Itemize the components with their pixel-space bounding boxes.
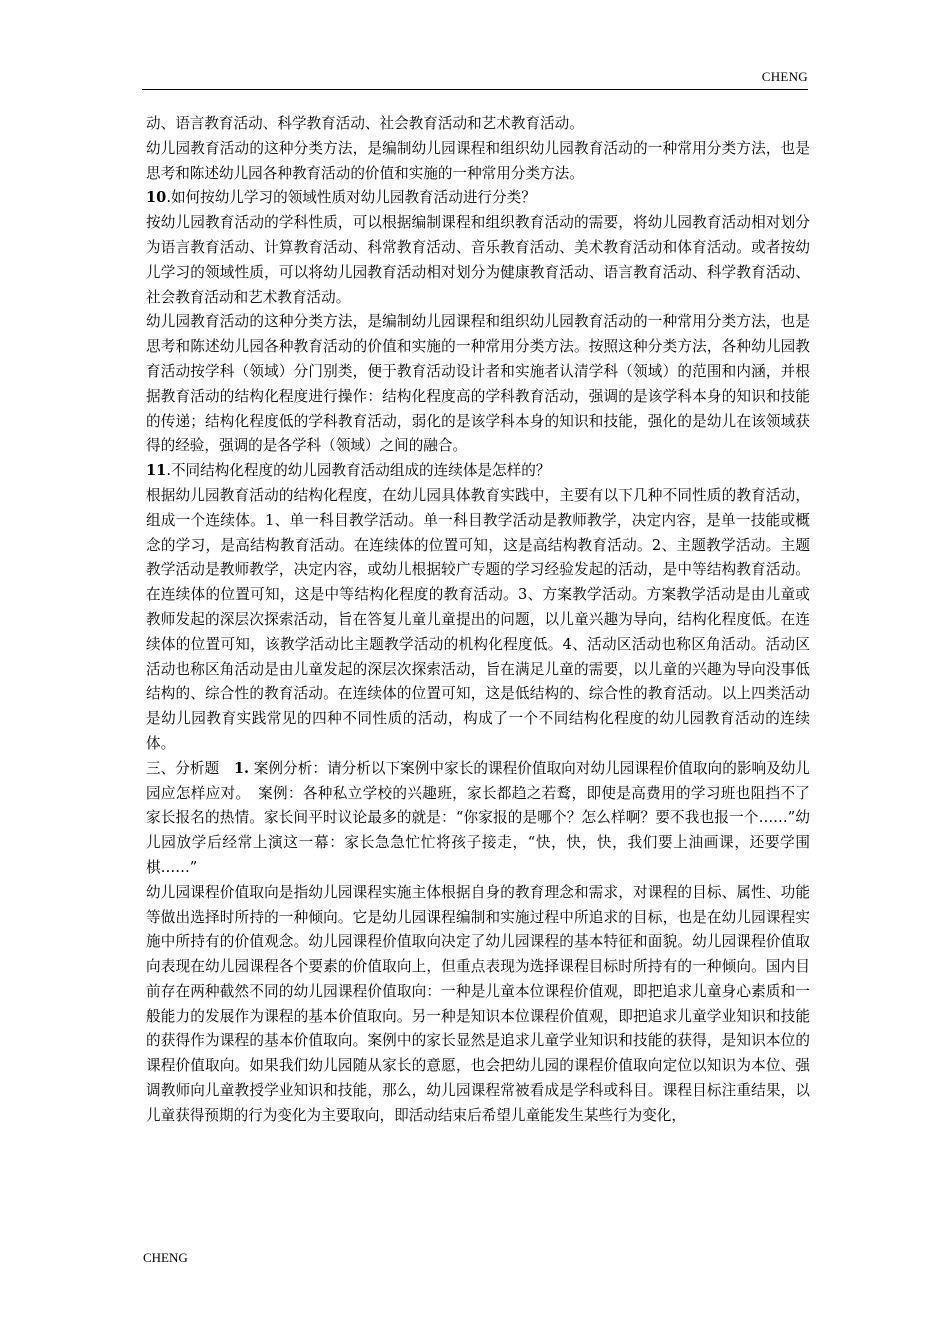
section-text: 案例分析：请分析以下案例中家长的课程价值取向对幼儿园课程价值取向的影响及幼儿园应怎样应对。 案例：各种私立学校的兴趣班，家长都趋之若鹜，即使是高费用的学习班也阻挡不了家长报名的热情。家长间平时议论最多的就是：“你家报的是哪个？怎么样啊？要不我也报一个……”幼儿园放学后经常上演这一幕：家长急急忙忙将孩子接走，“快，快，快，我们要上油画课，还要学围棋……” — [146, 759, 810, 876]
section-lead: 三、分析题 — [146, 759, 234, 777]
question-number: 11 — [146, 462, 167, 480]
paragraph: 按幼儿园教育活动的学科性质，可以根据编制课程和组织教育活动的需要，将幼儿园教育活动相对划分为语言教育活动、计算教育活动、科常教育活动、音乐教育活动、美术教育活动和体育活动。或者按幼儿学习的领域性质，可以将幼儿园教育活动相对划分为健康教育活动、语言教育活动、科学教育活动、社会教育活动和艺术教育活动。 — [146, 214, 810, 306]
question-heading — [146, 186, 810, 211]
question-text: .如何按幼儿学习的领域性质对幼儿园教育活动进行分类？ — [166, 189, 536, 207]
paragraph: 幼儿园教育活动的这种分类方法，是编制幼儿园课程和组织幼儿园教育活动的一种常用分类方法，也是思考和陈述幼儿园各种教育活动的价值和实施的一种常用分类方法。 — [146, 139, 810, 182]
page-header: CHENG — [761, 69, 808, 84]
page-footer: CHENG — [143, 1250, 188, 1265]
paragraph: 根据幼儿园教育活动的结构化程度，在幼儿园具体教育实践中，主要有以下几种不同性质的教育活动，组成一个连续体。1、单一科目教学活动。单一科目教学活动是教师教学，决定内容，是单一技能或概念的学习，是高结构教育活动。在连续体的位置可知，这是高结构教育活动。2、主题教学活动。主题教学活动是教师教学，决定内容，或幼儿根据较广专题的学习经验发起的活动，是中等结构教育活动。在连续体的位置可知，这是中等结构化程度的教育活动。3、方案教学活动。方案教学活动是由儿童或教师发起的深层次探索活动，旨在答复儿童儿童提出的问题，以儿童兴趣为导向，结构化程度低。在连续体的位置可知，该教学活动比主题教学活动的机构化程度低。4、活动区活动也称区角活动。活动区活动也称区角活动是由儿童发起的深层次探索活动，旨在满足儿童的需要，以儿童的兴趣为导向没事低结构的、综合性的教育活动。在连续体的位置可知，这是低结构的、综合性的教育活动。以上四类活动是幼儿园教育实践常见的四种不同性质的活动，构成了一个不同结构化程度的幼儿园教育活动的连续体。 — [146, 486, 810, 752]
paragraph: 幼儿园课程价值取向是指幼儿园课程实施主体根据自身的教育理念和需求，对课程的目标、属性、功能等做出选择时所持的一种倾向。它是幼儿园课程编制和实施过程中所追求的目标，也是在幼儿园课程实施中所持有的价值观念。幼儿园课程价值取向决定了幼儿园课程的基本特征和面貌。幼儿园课程价值取向表现在幼儿园课程各个要素的价值取向上，但重点表现为选择课程目标时所持有的一种倾向。国内目前存在两种截然不同的幼儿园课程价值取向：一种是儿童本位课程价值观，即把追求儿童身心素质和一般能力的发展作为课程的基本价值取向。另一种是知识本位课程价值观，即把追求儿童学业知识和技能的获得作为课程的基本价值取向。案例中的家长显然是追求儿童学业知识和技能的获得，是知识本位的课程价值取向。如果我们幼儿园随从家长的意愿，也会把幼儿园的课程价值取向定位以知识为本位、强调教师向儿童教授学业知识和技能，那么，幼儿园课程常被看成是学科或科目。课程目标注重结果，以儿童获得预期的行为变化为主要取向，即活动结束后希望儿童能发生某些行为变化， — [146, 883, 810, 1124]
document-body — [146, 112, 810, 1129]
section-paragraph — [146, 757, 810, 881]
paragraph: 幼儿园教育活动的这种分类方法，是编制幼儿园课程和组织幼儿园教育活动的一种常用分类方法，也是思考和陈述幼儿园各种教育活动的价值和实施的一种常用分类方法。按照这种分类方法，各种幼儿园教育活动按学科（领域）分门别类，便于教育活动设计者和实施者认清学科（领域）的范围和内涵，并根据教育活动的结构化程度进行操作：结构化程度高的学科教育活动，强调的是该学科本身的知识和技能的传递；结构化程度低的学科教育活动，弱化的是该学科本身的知识和技能，强化的是幼儿在该领域获得的经验，强调的是各学科（领域）之间的融合。 — [146, 313, 810, 455]
paragraph: 动、语言教育活动、科学教育活动、社会教育活动和艺术教育活动。 — [146, 115, 584, 132]
question-heading — [146, 459, 810, 484]
header-rule — [142, 89, 808, 90]
section-number: 1. — [233, 759, 250, 777]
question-text: .不同结构化程度的幼儿园教育活动组成的连续体是怎样的？ — [166, 462, 551, 480]
question-number: 10 — [146, 189, 167, 207]
